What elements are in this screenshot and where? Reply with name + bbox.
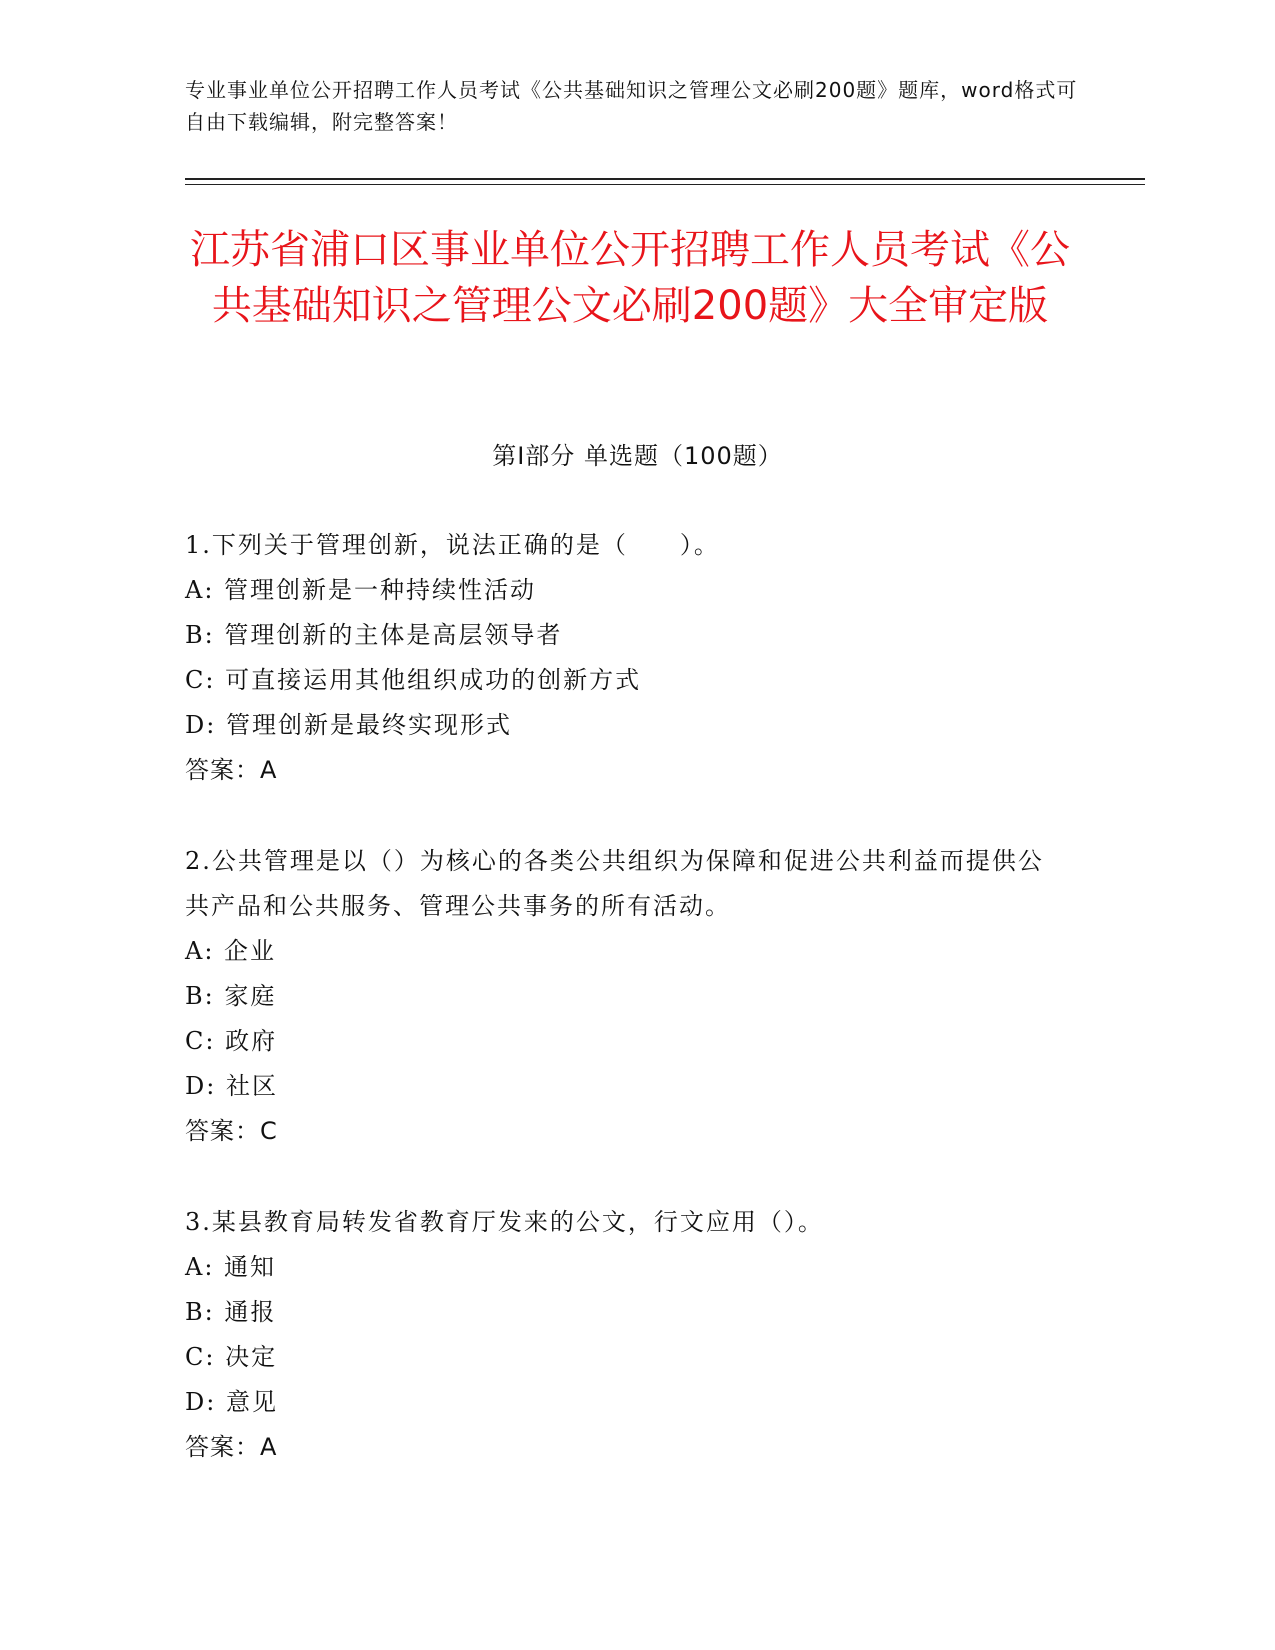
header-rule-thick: [185, 178, 1145, 180]
answer-label: 答案：A: [185, 756, 278, 784]
option-a: A: 管理创新是一种持续性活动: [185, 576, 537, 604]
question-item: [185, 523, 1065, 793]
answer-label: 答案：A: [185, 1433, 278, 1461]
option-d: D: 社区: [185, 1072, 278, 1100]
question-item: [185, 839, 1065, 1154]
question-stem: 2.公共管理是以（）为核心的各类公共组织为保障和促进公共利益而提供公共产品和公共服务、管理公共事务的所有活动。: [185, 847, 1044, 920]
option-d: D: 意见: [185, 1388, 278, 1416]
option-c: C: 可直接运用其他组织成功的创新方式: [185, 666, 642, 694]
question-stem: 1.下列关于管理创新，说法正确的是（ ）。: [185, 531, 720, 559]
option-b: B: 家庭: [185, 982, 277, 1010]
header-note: 专业事业单位公开招聘工作人员考试《公共基础知识之管理公文必刷200题》题库，word格式可自由下载编辑，附完整答案！: [185, 78, 1078, 134]
option-d: D: 管理创新是最终实现形式: [185, 711, 512, 739]
option-a: A: 通知: [185, 1253, 277, 1281]
document-title: 江苏省浦口区事业单位公开招聘工作人员考试《公共基础知识之管理公文必刷200题》大全审定版: [190, 227, 1070, 329]
question-stem: 3.某县教育局转发省教育厅发来的公文，行文应用（）。: [185, 1208, 824, 1236]
option-c: C: 政府: [185, 1027, 278, 1055]
answer-label: 答案：C: [185, 1117, 278, 1145]
section-title: 第I部分 单选题（100题）: [492, 442, 783, 470]
question-item: [185, 1200, 1065, 1470]
header-rule-thin: [185, 184, 1145, 185]
option-b: B: 通报: [185, 1298, 277, 1326]
option-b: B: 管理创新的主体是高层领导者: [185, 621, 563, 649]
option-c: C: 决定: [185, 1343, 278, 1371]
option-a: A: 企业: [185, 937, 277, 965]
